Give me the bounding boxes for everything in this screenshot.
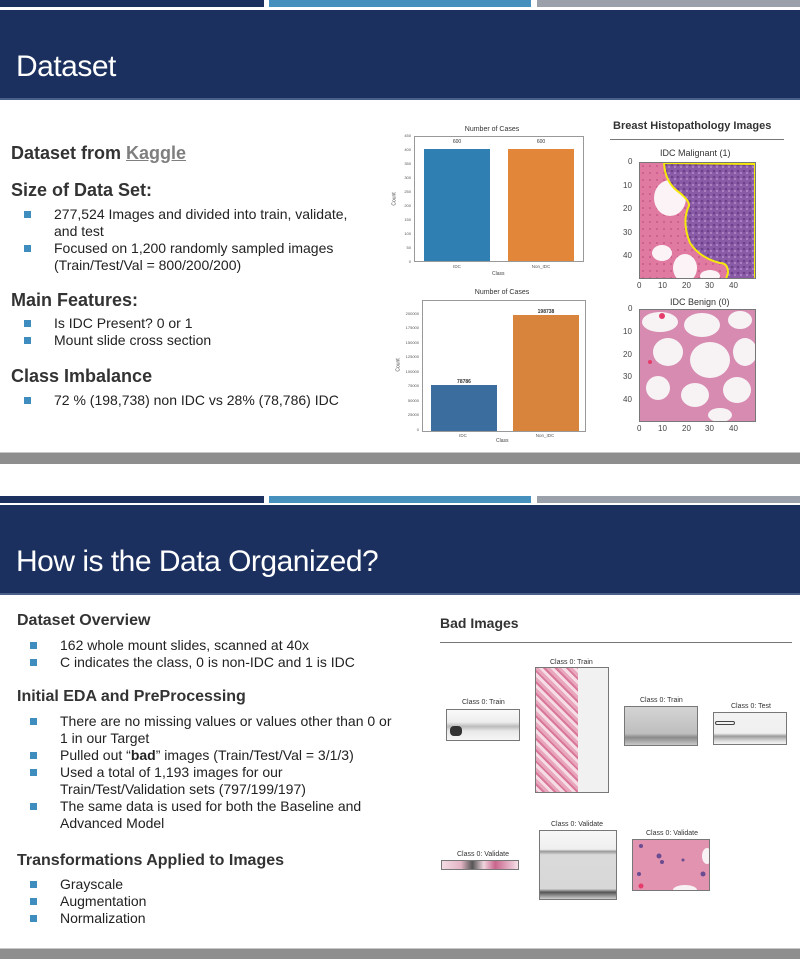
stripe-navy: [0, 0, 264, 7]
imbalance-bullets: [10, 392, 370, 409]
x-tick: 10: [658, 424, 667, 433]
data-label-idc: 600: [452, 139, 462, 145]
y-tick: 0: [628, 304, 633, 313]
bar-chart-full-dataset: [392, 287, 592, 445]
bar-non-idc: [508, 149, 574, 261]
stripe-navy: [0, 496, 264, 503]
ytick: 150000: [405, 340, 419, 345]
bullet-item: Augmentation: [16, 893, 396, 910]
bad-image-title: Class 0: Train: [462, 699, 505, 706]
dataset-source-heading: [11, 143, 186, 164]
ytick: 200: [404, 203, 411, 208]
histo-panel-divider: [610, 139, 784, 140]
xtick-non-idc: Non_IDC: [531, 264, 551, 269]
bad-image-gray-haze: [624, 706, 698, 746]
ytick: 75000: [407, 383, 419, 388]
kaggle-link[interactable]: Kaggle: [126, 143, 187, 163]
stripe-gray: [537, 0, 800, 7]
ytick: 0: [416, 427, 419, 432]
chart-title: Number of Cases: [464, 126, 520, 133]
dark-blob: [450, 726, 462, 736]
y-tick: 20: [623, 204, 632, 213]
y-tick: 40: [623, 251, 632, 260]
data-label-non-idc: 600: [536, 139, 546, 145]
bullet-item: 277,524 Images and divided into train, validate, and test: [10, 206, 350, 240]
malignant-image: [639, 162, 756, 279]
ytick: 0: [408, 259, 411, 264]
bad-image-title: Class 0: Train: [550, 659, 593, 666]
x-tick: 20: [682, 281, 691, 290]
overview-bullets: [16, 637, 396, 671]
overview-heading: Dataset Overview: [17, 612, 151, 629]
bullet-item: 72 % (198,738) non IDC vs 28% (78,786) IDC: [10, 392, 370, 409]
stripe-blue: [269, 496, 531, 503]
x-axis-label: Class: [492, 271, 505, 277]
ytick: 50: [406, 245, 411, 250]
ytick: 175000: [405, 325, 419, 330]
xtick-idc: IDC: [459, 433, 467, 438]
bullet-item: 162 whole mount slides, scanned at 40x: [16, 637, 396, 654]
eda-bullets: [16, 713, 396, 832]
slide-separator-bottom: [0, 948, 800, 959]
eda-heading: Initial EDA and PreProcessing: [17, 688, 246, 705]
stripe-blue: [269, 0, 531, 7]
slide-data-organization: [0, 496, 800, 948]
x-axis-label: Class: [496, 438, 509, 444]
y-tick: 10: [623, 327, 632, 336]
benign-title: IDC Benign (0): [670, 297, 730, 307]
y-axis-label: Count: [395, 358, 402, 372]
ytick: 100: [404, 231, 411, 236]
histo-panel-heading: Breast Histopathology Images: [613, 120, 772, 132]
bullet-text: Pulled out “: [60, 747, 131, 763]
chart-plot-area: [422, 300, 586, 432]
bad-images-heading: Bad Images: [440, 615, 519, 631]
bullet-item: There are no missing values or values other than 0 or 1 in our Target: [16, 713, 396, 747]
x-tick: 40: [729, 281, 738, 290]
accent-stripes: [0, 0, 800, 7]
pink-tissue-region: [536, 668, 578, 793]
bullet-item: The same data is used for both the Baseline and Advanced Model: [16, 798, 396, 832]
transform-heading: Transformations Applied to Images: [17, 852, 285, 869]
bad-image-pink-strip: [535, 667, 609, 793]
bad-image-title: Class 0: Validate: [457, 851, 510, 858]
bullet-item: Grayscale: [16, 876, 396, 893]
ytick: 25000: [407, 412, 419, 417]
ytick: 450: [404, 133, 411, 138]
bullet-item: Focused on 1,200 randomly sampled images (Train/Test/Val = 800/200/200): [10, 240, 350, 274]
x-tick: 0: [637, 281, 642, 290]
y-tick: 0: [628, 157, 633, 166]
x-tick: 30: [705, 424, 714, 433]
ytick: 400: [404, 147, 411, 152]
x-tick: 20: [682, 424, 691, 433]
malignant-title: IDC Malignant (1): [660, 148, 731, 158]
bad-image-gray-fold: [539, 830, 617, 900]
dark-streak: [715, 721, 735, 725]
ytick: 125000: [405, 354, 419, 359]
bullet-item: Is IDC Present? 0 or 1: [10, 315, 350, 332]
accent-stripes: [0, 496, 800, 503]
y-tick: 40: [623, 395, 632, 404]
x-tick: 0: [637, 424, 642, 433]
xtick-idc: IDC: [453, 264, 461, 269]
bad-image-gray-streak: [446, 709, 520, 741]
features-heading: Main Features:: [11, 290, 139, 310]
ytick: 50000: [407, 398, 419, 403]
bad-images-divider: [440, 642, 792, 643]
y-tick: 30: [623, 372, 632, 381]
transform-bullets: [16, 876, 396, 927]
bar-chart-sampled: [392, 124, 592, 280]
bar-idc: [424, 149, 490, 261]
data-label-idc: 78786: [457, 379, 471, 385]
ytick: 250: [404, 189, 411, 194]
y-tick: 20: [623, 350, 632, 359]
size-bullets: [10, 206, 350, 274]
title-bar: [0, 10, 800, 100]
slide-title: Dataset: [16, 50, 116, 83]
ytick: 100000: [405, 369, 419, 374]
x-tick: 30: [705, 281, 714, 290]
chart-plot-area: [414, 136, 584, 262]
ytick: 300: [404, 175, 411, 180]
bar-idc: [431, 385, 497, 431]
bullet-bold-text: bad: [130, 747, 156, 763]
x-tick: 10: [658, 281, 667, 290]
bad-image-title: Class 0: Train: [640, 697, 683, 704]
bullet-text: ” images (Train/Test/Val = 3/1/3): [155, 747, 354, 763]
y-tick: 10: [623, 181, 632, 190]
bad-image-title: Class 0: Test: [731, 703, 771, 710]
ytick: 350: [404, 161, 411, 166]
bad-image-pink-tissue: [632, 839, 710, 891]
chart-title: Number of Cases: [474, 289, 530, 296]
slide-separator: [0, 452, 800, 464]
bullet-item: C indicates the class, 0 is non-IDC and 1 is IDC: [16, 654, 396, 671]
dataset-from-label: Dataset from: [11, 143, 127, 163]
x-tick: 40: [729, 424, 738, 433]
bad-image-gray-lines: [713, 712, 787, 745]
xtick-non-idc: Non_IDC: [535, 433, 555, 438]
ytick: 150: [404, 217, 411, 222]
size-heading: Size of Data Set:: [11, 180, 153, 200]
stripe-gray: [537, 496, 800, 503]
benign-image: [639, 309, 756, 422]
bullet-item: [16, 747, 396, 764]
bar-non-idc: [513, 315, 579, 431]
title-bar: [0, 505, 800, 595]
bad-image-title: Class 0: Validate: [646, 830, 699, 837]
bullet-item: Used a total of 1,193 images for our Train/Test/Validation sets (797/199/197): [16, 764, 396, 798]
slide-dataset: [0, 0, 800, 452]
y-tick: 30: [623, 228, 632, 237]
bullet-item: Mount slide cross section: [10, 332, 350, 349]
slide-title: How is the Data Organized?: [16, 545, 379, 578]
ytick: 200000: [405, 311, 419, 316]
imbalance-heading: Class Imbalance: [11, 366, 153, 386]
bullet-item: Normalization: [16, 910, 396, 927]
bad-image-title: Class 0: Validate: [551, 821, 604, 828]
y-axis-label: Count: [391, 192, 398, 206]
bad-image-pink-thin: [441, 860, 519, 870]
features-bullets: [10, 315, 350, 349]
data-label-non-idc: 198738: [537, 309, 555, 315]
